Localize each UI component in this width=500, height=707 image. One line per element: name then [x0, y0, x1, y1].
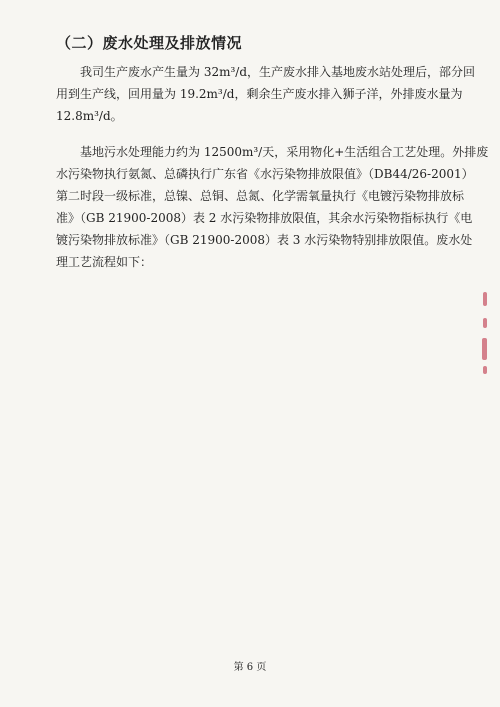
section-heading: （二）废水处理及排放情况 [56, 34, 243, 52]
paragraph-line: 准》（GB 21900-2008）表 2 水污染物排放限值，其余水污染物指标执行《电 [56, 211, 473, 225]
seal-ink-mark [482, 338, 487, 360]
seal-ink-mark [483, 318, 487, 328]
paragraph-line: 理工艺流程如下： [56, 255, 153, 269]
paragraph-line: 第二时段一级标准，总镍、总铜、总氮、化学需氧量执行《电镀污染物排放标 [56, 189, 465, 203]
paragraph-treatment-standards [56, 141, 489, 273]
paragraph-wastewater-volume [56, 61, 476, 127]
paragraph-line: 12.8m³/d。 [56, 109, 123, 123]
paragraph-line: 用到生产线，回用量为 19.2m³/d，剩余生产废水排入狮子洋，外排废水量为 [56, 87, 463, 101]
paragraph-line: 基地污水处理能力约为 12500m³/天，采用物化+生活组合工艺处理。外排废 [80, 145, 489, 159]
paragraph-line: 我司生产废水产生量为 32m³/d，生产废水排入基地废水站处理后，部分回 [80, 65, 476, 79]
page-number: 第 6 页 [233, 662, 267, 673]
paragraph-line: 水污染物执行氨氮、总磷执行广东省《水污染物排放限值》（DB44/26-2001） [56, 167, 474, 181]
seal-ink-mark [483, 366, 487, 374]
paragraph-line: 镀污染物排放标准》（GB 21900-2008）表 3 水污染物特别排放限值。废水处 [56, 233, 473, 247]
seal-ink-mark [483, 292, 487, 306]
